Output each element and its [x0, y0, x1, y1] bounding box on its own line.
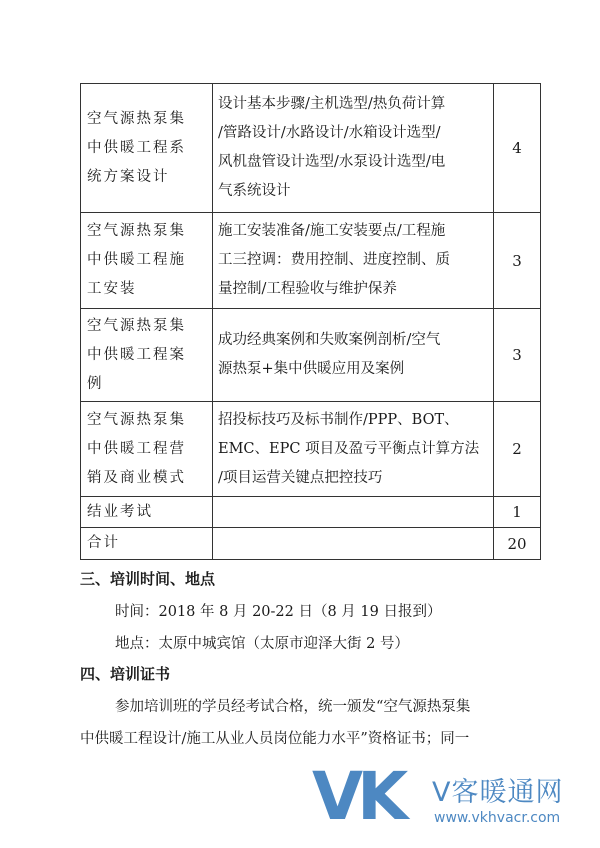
module-hours: 2 [494, 402, 541, 497]
watermark-logo [312, 758, 564, 835]
training-time: 时间：2018 年 8 月 20-22 日（8 月 19 日报到） [115, 604, 442, 620]
text-line: /项目运营关键点把控技巧 [218, 469, 383, 486]
text-line: 中供暖工程营 [87, 440, 186, 457]
table-row [81, 528, 541, 560]
table-row [81, 84, 541, 213]
empty-cell [213, 528, 494, 560]
module-name [81, 213, 213, 309]
module-name [81, 402, 213, 497]
text-line: 中供暖工程施 [87, 252, 186, 268]
text-line: 招投标技巧及标书制作/PPP、BOT、 [218, 411, 459, 428]
watermark-url: www.vkhvacr.com [434, 810, 561, 826]
text-line: 空气源热泵集 [87, 110, 186, 127]
text-line: 施工安装准备/施工安装要点/工程施 [218, 223, 446, 239]
exam-label: 结业考试 [81, 497, 213, 528]
module-hours: 3 [494, 213, 541, 309]
table-row [81, 497, 541, 528]
text-line: 风机盘管设计选型/水泵设计选型/电 [218, 154, 446, 170]
text-line: 空气源热泵集 [87, 317, 186, 334]
total-hours: 20 [494, 528, 541, 560]
text-line: 工三控调：费用控制、进度控制、质 [218, 252, 450, 268]
module-content [213, 213, 494, 309]
training-place: 地点：太原中城宾馆（太原市迎泽大街 2 号） [115, 636, 409, 652]
watermark-site-name: V客暖通网 [432, 777, 564, 808]
text-line: 空气源热泵集 [87, 411, 186, 428]
vk-logo-icon: VK [312, 758, 403, 835]
module-name [81, 84, 213, 213]
text-line: 空气源热泵集 [87, 223, 186, 239]
text-line: 源热泵+集中供暖应用及案例 [218, 361, 405, 377]
module-content [213, 402, 494, 497]
module-name [81, 309, 213, 402]
table-row [81, 213, 541, 309]
module-content [213, 84, 494, 213]
certificate-text-line: 参加培训班的学员经考试合格，统一颁发“空气源热泵集 [115, 699, 471, 715]
text-line: 成功经典案例和失败案例剖析/空气 [218, 332, 441, 348]
section-heading-certificate: 四、培训证书 [80, 665, 171, 683]
empty-cell [213, 497, 494, 528]
certificate-text-line: 中供暖工程设计/施工从业人员岗位能力水平”资格证书；同一 [80, 731, 470, 747]
text-line: /管路设计/水路设计/水箱设计选型/ [218, 125, 441, 141]
module-content [213, 309, 494, 402]
total-label: 合计 [81, 528, 213, 560]
course-table [80, 83, 541, 560]
table-row [81, 402, 541, 497]
text-line: 销及商业模式 [87, 469, 186, 486]
text-line: 气系统设计 [218, 183, 291, 199]
text-line: 统方案设计 [87, 168, 170, 185]
text-line: 中供暖工程案 [87, 346, 186, 363]
module-hours: 3 [494, 309, 541, 402]
table-row [81, 309, 541, 402]
section-heading-time-place: 三、培训时间、地点 [80, 570, 216, 588]
text-line: 量控制/工程验收与维护保养 [218, 281, 397, 297]
exam-hours: 1 [494, 497, 541, 528]
text-line: 设计基本步骤/主机选型/热负荷计算 [218, 96, 446, 112]
module-hours: 4 [494, 84, 541, 213]
text-line: 例 [87, 375, 104, 392]
text-line: EMC、EPC 项目及盈亏平衡点计算方法 [218, 440, 480, 457]
text-line: 工安装 [87, 281, 137, 297]
text-line: 中供暖工程系 [87, 139, 186, 156]
